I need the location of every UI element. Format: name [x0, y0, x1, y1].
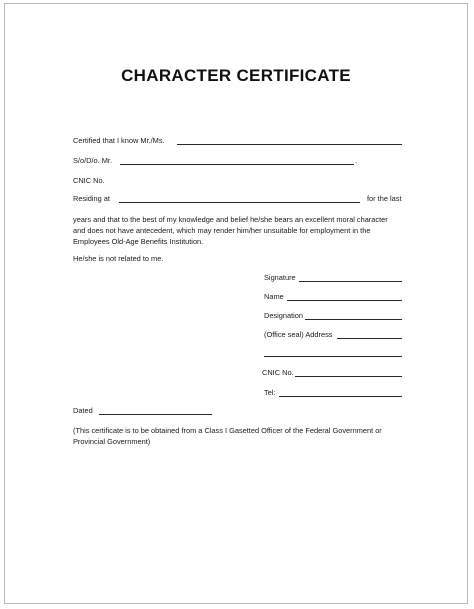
tel-blank-line	[279, 396, 402, 397]
note-line: (This certificate is to be obtained from a Class I Gasetted Officer of the Federal Government or	[73, 426, 382, 435]
dated-blank-line	[99, 414, 212, 415]
note-line: Provincial Government)	[73, 437, 151, 446]
sdo-blank-line	[120, 164, 354, 165]
dated-label: Dated	[73, 406, 93, 415]
sig-name-label: Name	[264, 292, 284, 301]
address-blank-line	[337, 338, 402, 339]
certificate-note	[73, 425, 382, 447]
name-blank-line	[177, 144, 402, 145]
paragraph-line: and does not have antecedent, which may render him/her unsuitable for employment in the	[73, 226, 371, 235]
sig-cnic-label: CNIC No.	[262, 368, 294, 377]
sig-cnic-blank-line	[295, 376, 402, 377]
cnic-label: CNIC No.	[73, 176, 105, 185]
relation-statement: He/she is not related to me.	[73, 254, 164, 263]
signature-blank-line	[299, 281, 402, 282]
sdo-label: S/o/D/o. Mr.	[73, 156, 113, 165]
certificate-page	[4, 3, 468, 604]
designation-label: Designation	[264, 311, 304, 320]
address-second-blank-line	[264, 356, 402, 357]
tel-label: Tel:	[264, 388, 276, 397]
sdo-trailing-period: .	[355, 156, 358, 165]
residing-trailing-text: for the last	[367, 194, 402, 203]
body-paragraph	[73, 214, 388, 247]
signature-label: Signature	[264, 273, 296, 282]
paragraph-line: years and that to the best of my knowledge and belief he/she bears an excellent moral character	[73, 215, 388, 224]
sig-name-blank-line	[287, 300, 402, 301]
certified-label: Certified that I know Mr./Ms.	[73, 136, 165, 145]
certificate-title: CHARACTER CERTIFICATE	[121, 66, 351, 85]
residing-blank-line	[119, 202, 360, 203]
paragraph-line: Employees Old-Age Benefits Institution.	[73, 237, 204, 246]
address-label: (Office seal) Address	[264, 330, 333, 339]
residing-label: Residing at	[73, 194, 110, 203]
designation-blank-line	[305, 319, 402, 320]
